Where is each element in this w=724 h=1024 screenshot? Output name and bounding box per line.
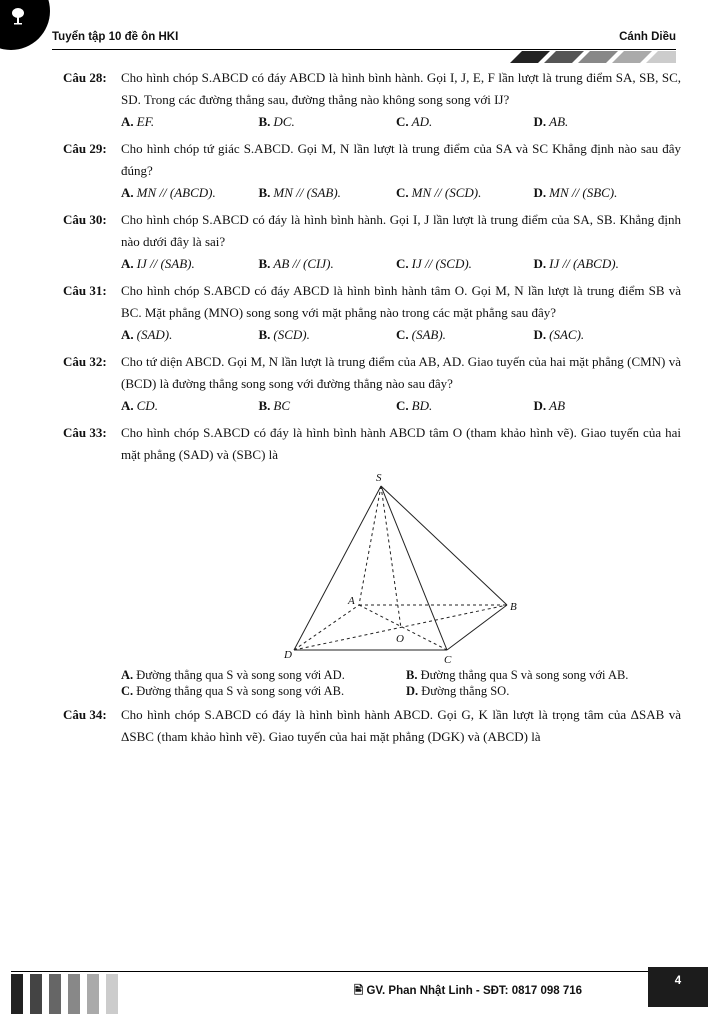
header-series: Cánh Diều xyxy=(619,31,676,43)
header-stripes xyxy=(510,51,676,63)
option-b[interactable]: B. AB // (CIJ). xyxy=(258,256,334,271)
option-a[interactable]: A. CD. xyxy=(121,398,158,413)
question-text: Cho hình chóp S.ABCD có đáy ABCD là hình bình hành. Gọi I, J, E, F lần lượt là trung điểm SA, SB, SC, SD. Trong các đường thẳng sau, đường thẳng nào không song song với IJ? xyxy=(121,70,681,107)
question-text: Cho tứ diện ABCD. Gọi M, N lần lượt là trung điểm của AB, AD. Giao tuyến của hai mặt phẳng (CMN) và (BCD) là đường thẳng song song với đường thẳng nào sau đây? xyxy=(121,354,681,391)
option-a[interactable]: A. EF. xyxy=(121,114,155,129)
option-a[interactable]: A. Đường thẳng qua S và song song với AD. xyxy=(121,668,345,682)
option-b[interactable]: B. DC. xyxy=(258,114,295,129)
option-d[interactable]: D. (SAC). xyxy=(533,327,585,342)
footer-contact xyxy=(354,983,582,1002)
tree-icon xyxy=(10,6,26,28)
question-label: Câu 34: xyxy=(63,707,107,722)
question-33 xyxy=(63,422,681,466)
vertex-c-label: C xyxy=(444,654,452,666)
vertex-b-label: B xyxy=(510,601,517,613)
center-o-label: O xyxy=(396,633,404,645)
option-c[interactable]: C. IJ // (SCD). xyxy=(396,256,472,271)
question-text: Cho hình chóp S.ABCD có đáy là hình bình hành ABCD tâm O (tham khảo hình vẽ). Giao tuyến của hai mặt phẳng (SAD) và (SBC) là xyxy=(121,425,681,462)
document-icon: 🖹 xyxy=(354,985,364,997)
question-text: Cho hình chóp S.ABCD có đáy là hình bình hành ABCD. Gọi G, K lần lượt là trọng tâm của ΔSAB và ΔSBC (tham khảo hình vẽ). Giao tuyến của hai mặt phẳng (DGK) và (ABCD) là xyxy=(121,707,681,744)
pyramid-figure xyxy=(284,470,517,666)
question-label: Câu 29: xyxy=(63,141,107,156)
option-c[interactable]: C. (SAB). xyxy=(396,327,446,342)
header-rule xyxy=(52,49,676,50)
footer-contact-text: GV. Phan Nhật Linh - SĐT: 0817 098 716 xyxy=(366,985,583,997)
question-text: Cho hình chóp tứ giác S.ABCD. Gọi M, N lần lượt là trung điểm của SA và SC Khẳng định nào sau đây đúng? xyxy=(121,141,681,178)
question-text: Cho hình chóp S.ABCD có đáy là hình bình hành. Gọi I, J lần lượt là trung điểm của SA, SB. Khẳng định nào dưới đây là sai? xyxy=(121,212,681,249)
option-d[interactable]: D. AB. xyxy=(533,114,569,129)
footer-bars xyxy=(11,974,121,1014)
question-31 xyxy=(63,280,681,324)
vertex-d-label: D xyxy=(284,649,292,661)
option-c[interactable]: C. BD. xyxy=(396,398,433,413)
option-a[interactable]: A. (SAD). xyxy=(121,327,173,342)
question-28 xyxy=(63,67,681,111)
options-33 xyxy=(63,667,681,699)
options-31 xyxy=(63,324,681,346)
options-29 xyxy=(63,182,681,204)
page-number: 4 xyxy=(648,967,708,1007)
question-label: Câu 28: xyxy=(63,70,107,85)
vertex-a-label: A xyxy=(348,595,355,607)
option-b[interactable]: B. Đường thẳng qua S và song song với AB. xyxy=(406,668,629,682)
question-label: Câu 30: xyxy=(63,212,107,227)
question-list xyxy=(63,67,681,748)
question-text: Cho hình chóp S.ABCD có đáy ABCD là hình bình hành tâm O. Gọi M, N lần lượt là trung điểm SB và BC. Mặt phẳng (MNO) song song với mặt phẳng nào trong các mặt phẳng sau đây? xyxy=(121,283,681,320)
question-30 xyxy=(63,209,681,253)
option-a[interactable]: A. MN // (ABCD). xyxy=(121,185,216,200)
option-c[interactable]: C. AD. xyxy=(396,114,433,129)
option-d[interactable]: D. MN // (SBC). xyxy=(533,185,618,200)
option-d[interactable]: D. AB xyxy=(533,398,566,413)
option-a[interactable]: A. IJ // (SAB). xyxy=(121,256,195,271)
option-b[interactable]: B. BC xyxy=(258,398,291,413)
options-28 xyxy=(63,111,681,133)
footer-rule xyxy=(11,971,674,972)
option-d[interactable]: D. IJ // (ABCD). xyxy=(533,256,619,271)
option-c[interactable]: C. MN // (SCD). xyxy=(396,185,482,200)
corner-logo xyxy=(0,0,50,50)
question-32 xyxy=(63,351,681,395)
vertex-s-label: S xyxy=(376,472,382,484)
option-c[interactable]: C. Đường thẳng qua S và song song với AB. xyxy=(121,684,345,698)
option-b[interactable]: B. MN // (SAB). xyxy=(258,185,341,200)
question-label: Câu 31: xyxy=(63,283,107,298)
question-29 xyxy=(63,138,681,182)
header-title: Tuyển tập 10 đề ôn HKI xyxy=(52,31,179,43)
question-label: Câu 33: xyxy=(63,425,107,440)
options-32 xyxy=(63,395,681,417)
option-b[interactable]: B. (SCD). xyxy=(258,327,310,342)
question-34 xyxy=(63,704,681,748)
option-d[interactable]: D. Đường thẳng SO. xyxy=(406,684,510,698)
question-label: Câu 32: xyxy=(63,354,107,369)
options-30 xyxy=(63,253,681,275)
